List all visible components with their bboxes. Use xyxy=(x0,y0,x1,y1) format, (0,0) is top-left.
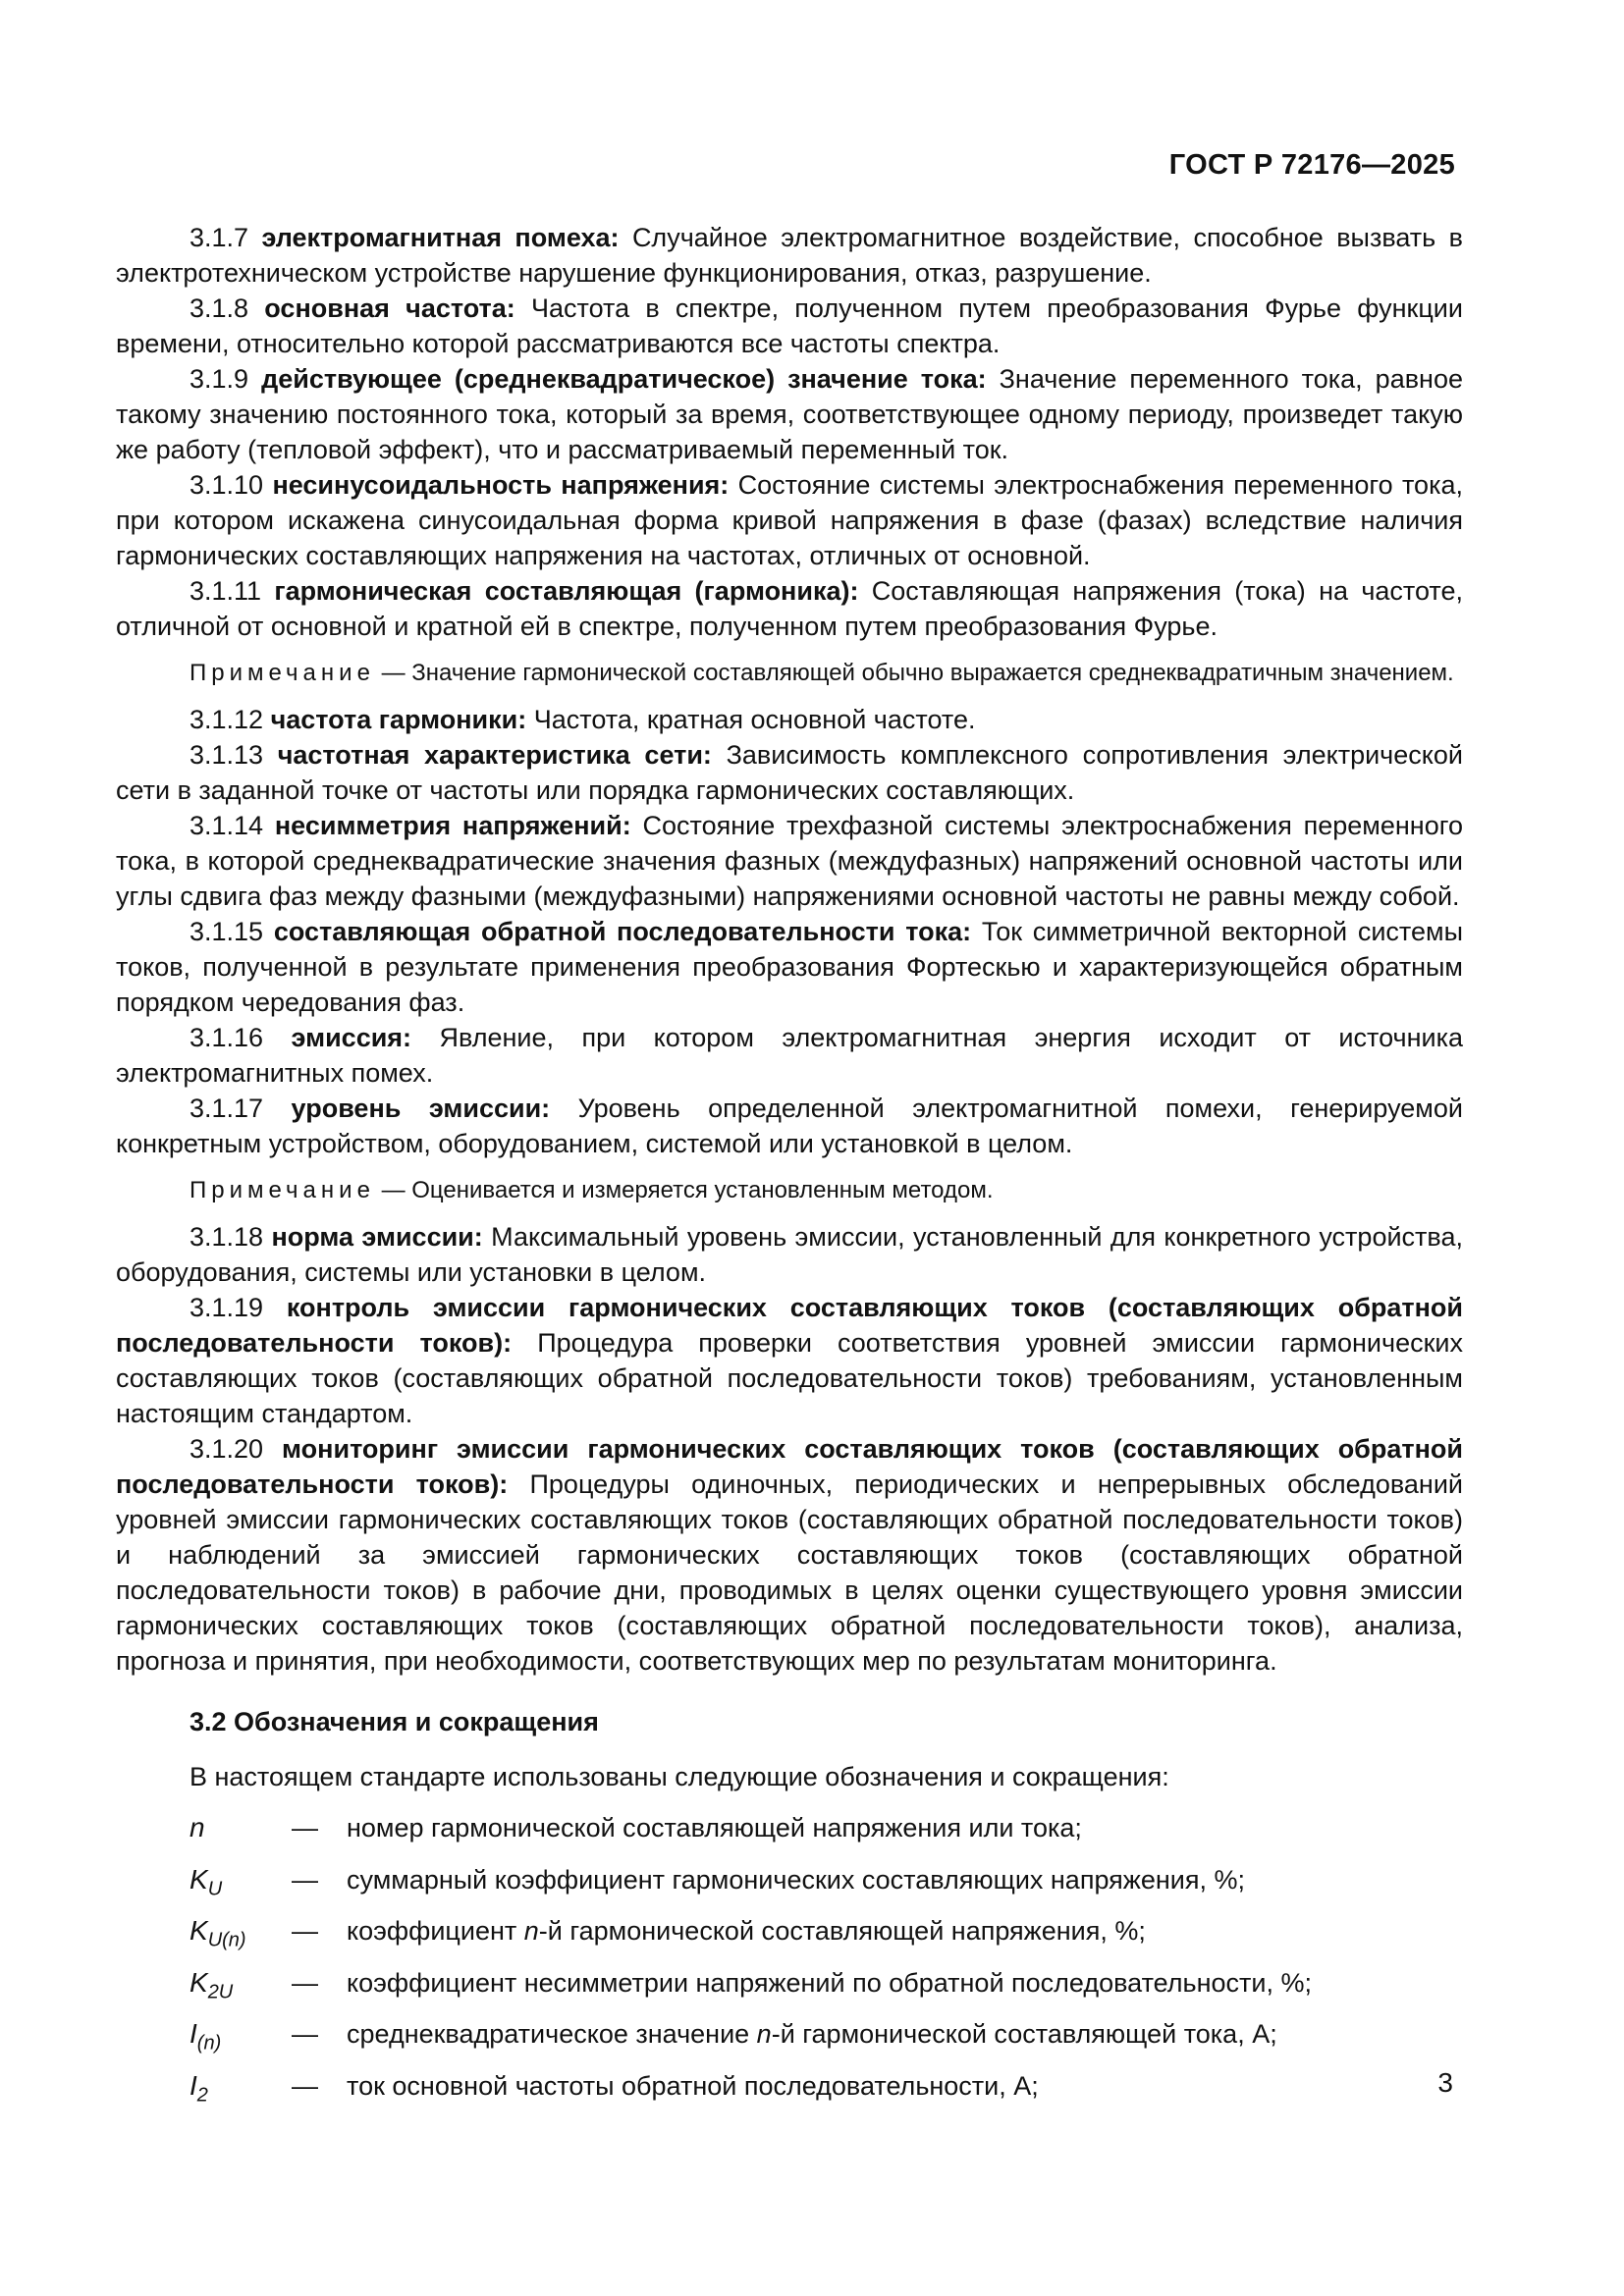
definition-3-1-9 xyxy=(116,361,1463,467)
symbol-base: K xyxy=(189,1863,208,1895)
term: основная частота: xyxy=(264,294,515,323)
definition-text: Уровень определенной электромагнитной помехи, генерируемой конкретным устройством, оборудованием, системой или установкой в целом. xyxy=(116,1094,1463,1158)
symbol-subscript: U(n) xyxy=(207,1929,246,1951)
definition-text: Составляющая напряжения (тока) на частоте, отличной от основной и кратной ей в спектре, полученном путем преобразования Фурье. xyxy=(116,576,1463,641)
term: частота гармоники: xyxy=(270,705,527,734)
document-header-standard-number: ГОСТ Р 72176—2025 xyxy=(1168,149,1455,181)
symbols-intro: В настоящем стандарте использованы следующие обозначения и сокращения: xyxy=(189,1762,1169,1791)
definition-text: Зависимость комплексного сопротивления электрической сети в заданной точке от частоты или порядка гармонических составляющих. xyxy=(116,740,1463,805)
definition-part: коэффициент xyxy=(347,1916,524,1947)
symbol-row-kun xyxy=(116,1913,1463,1958)
definition-3-1-10 xyxy=(116,467,1463,573)
symbol-row-ku xyxy=(116,1862,1463,1907)
term: норма эмиссии: xyxy=(271,1222,483,1252)
definition-3-1-19 xyxy=(116,1290,1463,1431)
dash: — xyxy=(292,2070,318,2101)
definition-text: Случайное электромагнитное воздействие, способное вызвать в электротехническом устройстве нарушение функционирования, отказ, разрушение. xyxy=(116,223,1463,288)
definition-text: Состояние трехфазной системы электроснабжения переменного тока, в которой среднеквадратические значения фазных (междуфазных) напряжений основной частоты или углы сдвига фаз между фазными (междуфазными) напряжениями основной частоты не равны между собой. xyxy=(116,811,1463,911)
symbol-definition xyxy=(347,1810,1463,1845)
definition-3-1-17 xyxy=(116,1091,1463,1161)
term: мониторинг эмиссии гармонических составляющих токов (составляющих обратной последовательности токов): xyxy=(116,1434,1463,1499)
symbol-base: K xyxy=(189,1966,208,1998)
definition-3-1-14 xyxy=(116,808,1463,914)
symbol xyxy=(189,1965,292,2010)
note-label: Примечание xyxy=(189,660,375,686)
dash: — xyxy=(292,1967,318,1998)
dash: — xyxy=(292,1813,318,1842)
term: несинусоидальность напряжения: xyxy=(272,470,730,500)
symbol-definition xyxy=(347,2016,1463,2052)
definition-part: среднеквадратическое значение xyxy=(347,2019,757,2050)
symbol-subscript: 2 xyxy=(196,2084,208,2107)
clause-number: 3.1.9 xyxy=(189,364,249,394)
term: действующее (среднеквадратическое) значение тока: xyxy=(261,364,987,394)
definition-text: Процедура проверки соответствия уровней эмиссии гармонических составляющих токов (составляющих обратной последовательности токов) требованиям, установленным настоящим стандартом. xyxy=(116,1328,1463,1428)
definition-text: Явление, при котором электромагнитная энергия исходит от источника электромагнитных помех. xyxy=(116,1023,1463,1088)
symbol xyxy=(189,1913,292,1958)
note-1 xyxy=(116,658,1463,688)
symbol-row-n xyxy=(116,1810,1463,1855)
term: контроль эмиссии гармонических составляющих токов (составляющих обратной последовательности токов): xyxy=(116,1293,1463,1358)
definition-3-1-13 xyxy=(116,737,1463,808)
symbol-row-k2u xyxy=(116,1965,1463,2010)
symbol-definition xyxy=(347,1862,1463,1897)
clause-number: 3.1.15 xyxy=(189,917,264,946)
page-content xyxy=(116,220,1463,2120)
note-2 xyxy=(116,1175,1463,1205)
symbol-definition xyxy=(347,1965,1463,2001)
term: гармоническая составляющая (гармоника): xyxy=(274,576,859,606)
definition-part: ток основной частоты обратной последовательности, А; xyxy=(347,2070,1039,2101)
symbol xyxy=(189,1810,292,1855)
note-text: — Оценивается и измеряется установленным методом. xyxy=(381,1177,994,1203)
definition-text: Максимальный уровень эмиссии, установленный для конкретного устройства, оборудования, системы или установки в целом. xyxy=(116,1222,1463,1287)
term: составляющая обратной последовательности тока: xyxy=(273,917,972,946)
definition-text: Ток симметричной векторной системы токов, полученной в результате применения преобразования Фортескью и характеризующейся обратным порядком чередования фаз. xyxy=(116,917,1463,1017)
clause-number: 3.1.11 xyxy=(189,576,262,606)
definition-text: Процедуры одиночных, периодических и непрерывных обследований уровней эмиссии гармонических составляющих токов (составляющих обратной последовательности токов) и наблюдений за эмиссией гармонических составляющих токов (составляющих обратной последовательности токов) в рабочие дни, проводимых в целях оценки существующего уровня эмиссии гармонических составляющих токов (составляющих обратной последовательности токов), анализа, прогноза и принятия, при необходимости, соответствующих мер по результатам мониторинга. xyxy=(116,1469,1463,1676)
symbol-row-i2 xyxy=(116,2068,1463,2113)
definition-part: -й гармонической составляющей напряжения, %; xyxy=(538,1916,1146,1947)
note-text: — Значение гармонической составляющей обычно выражается среднеквадратичным значением. xyxy=(381,660,1454,686)
definition-variable: n xyxy=(756,2019,772,2050)
definition-variable: n xyxy=(523,1916,539,1947)
definition-text: Частота, кратная основной частоте. xyxy=(533,705,976,734)
definition-part: номер гармонической составляющей напряжения или тока; xyxy=(347,1813,1082,1842)
clause-number: 3.1.16 xyxy=(189,1023,264,1052)
symbol-base: I xyxy=(189,2018,197,2050)
symbol-definition xyxy=(347,2068,1463,2104)
definition-text: Состояние системы электроснабжения переменного тока, при котором искажена синусоидальная форма кривой напряжения в фазе (фазах) вследствие наличия гармонических составляющих напряжения на частотах, отличных от основной. xyxy=(116,470,1463,570)
symbol xyxy=(189,1862,292,1907)
clause-number: 3.1.8 xyxy=(189,294,249,323)
dash: — xyxy=(292,1864,318,1895)
clause-number: 3.1.10 xyxy=(189,470,264,500)
dash: — xyxy=(292,2019,318,2050)
term: частотная характеристика сети: xyxy=(277,740,712,770)
symbol-row-in xyxy=(116,2016,1463,2061)
definition-3-1-15 xyxy=(116,914,1463,1020)
symbol xyxy=(189,2068,292,2113)
definition-part: коэффициент несимметрии напряжений по обратной последовательности, %; xyxy=(347,1967,1312,1998)
clause-number: 3.1.13 xyxy=(189,740,264,770)
clause-number: 3.1.12 xyxy=(189,705,264,734)
definition-3-1-12 xyxy=(116,702,1463,737)
symbol-base: n xyxy=(189,1812,205,1842)
definition-3-1-11 xyxy=(116,573,1463,644)
definition-3-1-8 xyxy=(116,291,1463,361)
symbol-definition xyxy=(347,1913,1463,1949)
page-number: 3 xyxy=(1437,2067,1453,2098)
definition-part: суммарный коэффициент гармонических составляющих напряжения, %; xyxy=(347,1864,1245,1895)
symbol-base: K xyxy=(189,1915,208,1947)
symbol-base: I xyxy=(189,2069,197,2101)
definition-3-1-20 xyxy=(116,1431,1463,1679)
clause-number: 3.1.20 xyxy=(189,1434,264,1464)
definition-text: Значение переменного тока, равное такому значению постоянного тока, который за время, соответствующее одному периоду, произведет такую же работу (тепловой эффект), что и рассматриваемый переменный ток. xyxy=(116,364,1463,464)
clause-number: 3.1.17 xyxy=(189,1094,264,1123)
clause-number: 3.1.7 xyxy=(189,223,249,252)
definition-3-1-7 xyxy=(116,220,1463,291)
definition-3-1-18 xyxy=(116,1219,1463,1290)
term: несимметрия напряжений: xyxy=(274,811,631,840)
symbol-subscript: U xyxy=(207,1878,223,1900)
symbols-list xyxy=(116,1810,1463,2113)
definition-3-1-16 xyxy=(116,1020,1463,1091)
term: уровень эмиссии: xyxy=(291,1094,551,1123)
section-heading-3-2: 3.2 Обозначения и сокращения xyxy=(189,1707,599,1736)
clause-number: 3.1.18 xyxy=(189,1222,264,1252)
clause-number: 3.1.19 xyxy=(189,1293,264,1322)
term: электромагнитная помеха: xyxy=(261,223,620,252)
symbol-subscript: (n) xyxy=(196,2032,222,2055)
clause-number: 3.1.14 xyxy=(189,811,264,840)
definition-part: -й гармонической составляющей тока, А; xyxy=(771,2019,1277,2050)
term: эмиссия: xyxy=(291,1023,412,1052)
note-label: Примечание xyxy=(189,1177,375,1203)
symbol xyxy=(189,2016,292,2061)
symbol-subscript: 2U xyxy=(207,1981,234,2003)
definition-text: Частота в спектре, полученном путем преобразования Фурье функции времени, относительно которой рассматриваются все частоты спектра. xyxy=(116,294,1463,358)
dash: — xyxy=(292,1916,318,1947)
